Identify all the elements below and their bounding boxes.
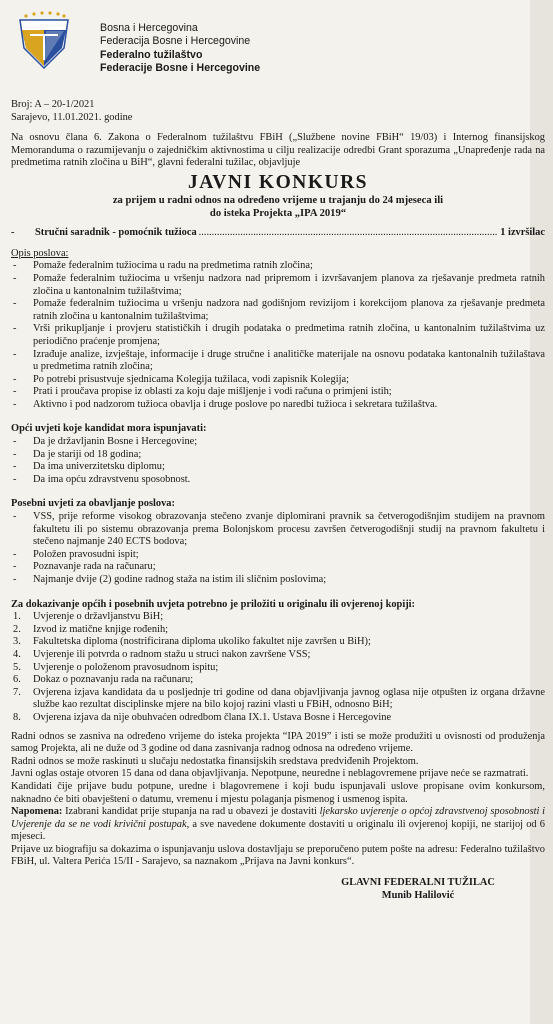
position-row [11,227,545,240]
notice-title: JAVNI KONKURS [187,171,369,193]
list-item [11,649,545,662]
list-item: - Vrši prikupljanje i provjeru statističkih i drugih podataka o predmetima ratnih zločina, u kantonalnim tužilaštvima uz periodično praćenje promjena; [11,323,545,348]
list-item [11,611,545,624]
closing-paragraph-4: Kandidati čije prijave budu potpune, uredne i blagovremene i koji budu ispunjavali uslove propisane ovim konkursom, naknadno će biti obavještení o datumu, vremenu i mjestu polaganja pismenog i usmenog ispita. [11,780,545,805]
item-text: Uvjerenje ili potvrda o radnom stažu u struci nakon završene VSS; [33,648,311,660]
item-text: Izvod iz matične knjige rođenih; [33,623,169,635]
list-item: - Položen pravosudni ispit; [11,549,545,562]
reference-date: Sarajevo, 11.01.2021. godine [11,111,133,123]
notice-subtitle [11,195,545,220]
list-item [11,636,545,649]
special-conditions-heading: Posebni uvjeti za obavljanje poslova: [11,498,175,510]
org-line-4: Federacije Bosne i Hercegovine [100,62,261,75]
item-text: Ovjerena izjava kandidata da u posljednje tri godine od dana objavljivanja javnog oglasa nije otpušten iz organa državne službe kao rezultat disciplinske mjere na bilo kojoj razini vlasti u FBiH, odnosno BiH; [33,686,545,711]
reference-number: Broj: A – 20-1/2021 [11,99,95,110]
item-number: 5. [13,661,21,673]
org-line-3: Federalno tužilaštvo [100,48,203,61]
duties-heading: Opis poslova: [11,247,69,259]
list-item [11,662,545,675]
list-item: - Da je državljanin Bosne i Hercegovine; [11,436,545,449]
documents-heading: Za dokazivanje općih i posebnih uvjeta potrebno je priložiti u originalu ili ovjerenoj kopiji: [11,598,416,610]
position-leader-dots [199,227,499,240]
item-number: 7. [13,686,21,698]
item-text: Dokaz o poznavanju rada na računaru; [33,674,194,686]
list-item [11,712,545,725]
position-dash: - [11,227,15,239]
signature-title: GLAVNI FEDERALNI TUŽILAC [341,877,495,889]
list-item: - Prati i proučava propise iz oblasti za koju daje mišljenje i vodi računa o primjeni istih; [11,386,545,399]
item-number: 1. [13,611,21,623]
item-number: 8. [13,711,21,723]
general-conditions-list [11,436,545,486]
organization-name [100,22,260,76]
position-name: Stručni saradnik - pomoćnik tužioca [35,227,197,239]
closing-paragraph-3: Javni oglas ostaje otvoren 15 dana od dana objavljivanja. Nepotpune, neuredne i neblagovremene prijave neće se razmatrati. [11,768,529,780]
closing-paragraph-6: Prijave uz biografiju sa dokazima o ispunjavanju uslova dostavljaju se preporučeno putem pošte na adresu: Federalno tužilaštvo FBiH, ul. Valtera Perića 15/II - Sarajevo, sa naznakom „Prijava na Javni konkurs“. [11,843,545,868]
subtitle-line-2: do isteka Projekta „IPA 2019“ [209,207,347,219]
org-line-2: Federacija Bosne i Hercegovine [100,35,251,48]
list-item: - Pomaže federalnim tužiocima u vršenju nadzora nad pripremom i izvršavanjem planova za rješavanje predmeta ratnih zločina u kantonalnim tužilaštvima; [11,273,545,298]
list-item: - Da je stariji od 18 godina; [11,449,545,462]
signature-name: Munib Halilović [381,889,455,901]
list-item: - Pomaže federalnim tužiocima u vršenju nadzora nad godišnjom revizijom i korekcijom planova za rješavanje predmeta ratnih zločina u kantonalnim tužilaštvima; [11,298,545,323]
special-conditions-list [11,511,545,587]
note-label: Napomena: [11,806,63,818]
item-number: 4. [13,648,21,660]
list-item: - VSS, prije reforme visokog obrazovanja stečeno zvanje diplomirani pravnik sa četverogodišnjim studijem na pravnom fakultetu ili po sistemu obrazovanja prema Bolonjskom procesu završen četverogodišnji studij na pravnom fakultetu i stečeno najmanje 240 ECTS bodova; [11,511,545,549]
note-paragraph [11,806,545,844]
federation-coat-of-arms-logo [12,10,76,74]
item-text: Ovjerena izjava da nije obuhvaćen odredbom člana IX.1. Ustava Bosne i Hercegovine [33,711,392,723]
org-line-1: Bosna i Hercegovina [100,22,198,34]
list-item: - Izrađuje analize, izvještaje, informacije i druge stručne i analitičke materijale na osnovu podataka kantonalnih tužilaštava u predmetima ratnih zločina; [11,349,545,374]
item-text: Uvjerenje o državljanstvu BiH; [33,611,164,623]
list-item: - Da ima univerzitetsku diplomu; [11,461,545,474]
general-conditions-heading: Opći uvjeti koje kandidat mora ispunjavati: [11,423,207,435]
closing-paragraph-2: Radni odnos se može raskinuti u slučaju nedostatka finansijskih sredstava predviđenih Projektom. [11,755,419,767]
list-item [11,674,545,687]
notice-content [11,99,545,902]
list-item: - Po potrebi prisustvuje sjednicama Kolegija tužilaca, vodi zapisnik Kolegija; [11,374,545,387]
item-number: 2. [13,623,21,635]
duties-list [11,260,545,411]
list-item: - Najmanje dvije (2) godine radnog staža na istim ili sličnim poslovima; [11,574,545,587]
reference-block [11,99,545,124]
list-item: - Poznavanje rada na računaru; [11,561,545,574]
note-text-italic: ljekarsko uvjerenje o općoj zdravstvenoj sposobnosti i Uvjerenje da se ne vodi krivični postupak [11,806,546,830]
document-header [12,10,302,82]
documents-list [11,611,545,724]
list-item: - Da ima opću zdravstvenu sposobnost. [11,474,545,487]
closing-paragraph-1: Radni odnos se zasniva na određeno vrijeme do isteka projekta “IPA 2019” i isti se može produžiti u ovisnosti od produženja samog Projekta, ali ne duže od 3 godine od dana zasnivanja radnog odnosa na određeno vrijeme. [11,730,545,755]
signature-block [11,877,545,902]
position-count: 1 izvršilac [500,227,545,239]
list-item [11,687,545,712]
list-item: - Aktivno i pod nadzorom tužioca obavlja i druge poslove po naredbi tužioca i sekretara tužilaštva. [11,399,545,412]
list-item [11,624,545,637]
note-text-b: , a sve navedene dokumente dostaviti u originalu ili ovjerenoj kopiji, ne starijoj od 6 mjeseci. [11,818,545,843]
item-number: 6. [13,674,21,686]
item-number: 3. [13,636,21,648]
intro-paragraph: Na osnovu člana 6. Zakona o Federalnom tužilaštvu FBiH („Službene novine FBiH“ 19/03) i Internog finansijskog Memoranduma o razumijevanju o zajedničkim aktivnostima u cilju realizacije odredbi Grant sporazuma „Unapređenje rada na predmetima ratnih zločina u BiH“, glavni federalni tužilac, objavljuje [11,132,545,169]
list-item: - Pomaže federalnim tužiocima u radu na predmetima ratnih zločina; [11,260,545,273]
note-text-a: Izabrani kandidat prije stupanja na rad u obavezi je dostaviti [62,806,320,818]
subtitle-line-1: za prijem u radni odnos na određeno vrijeme u trajanju do 24 mjeseca ili [112,194,444,206]
item-text: Fakultetska diploma (nostrificirana diploma ukoliko fakultet nije završen u BiH); [33,636,371,648]
item-text: Uvjerenje o položenom pravosudnom ispitu; [33,661,219,673]
